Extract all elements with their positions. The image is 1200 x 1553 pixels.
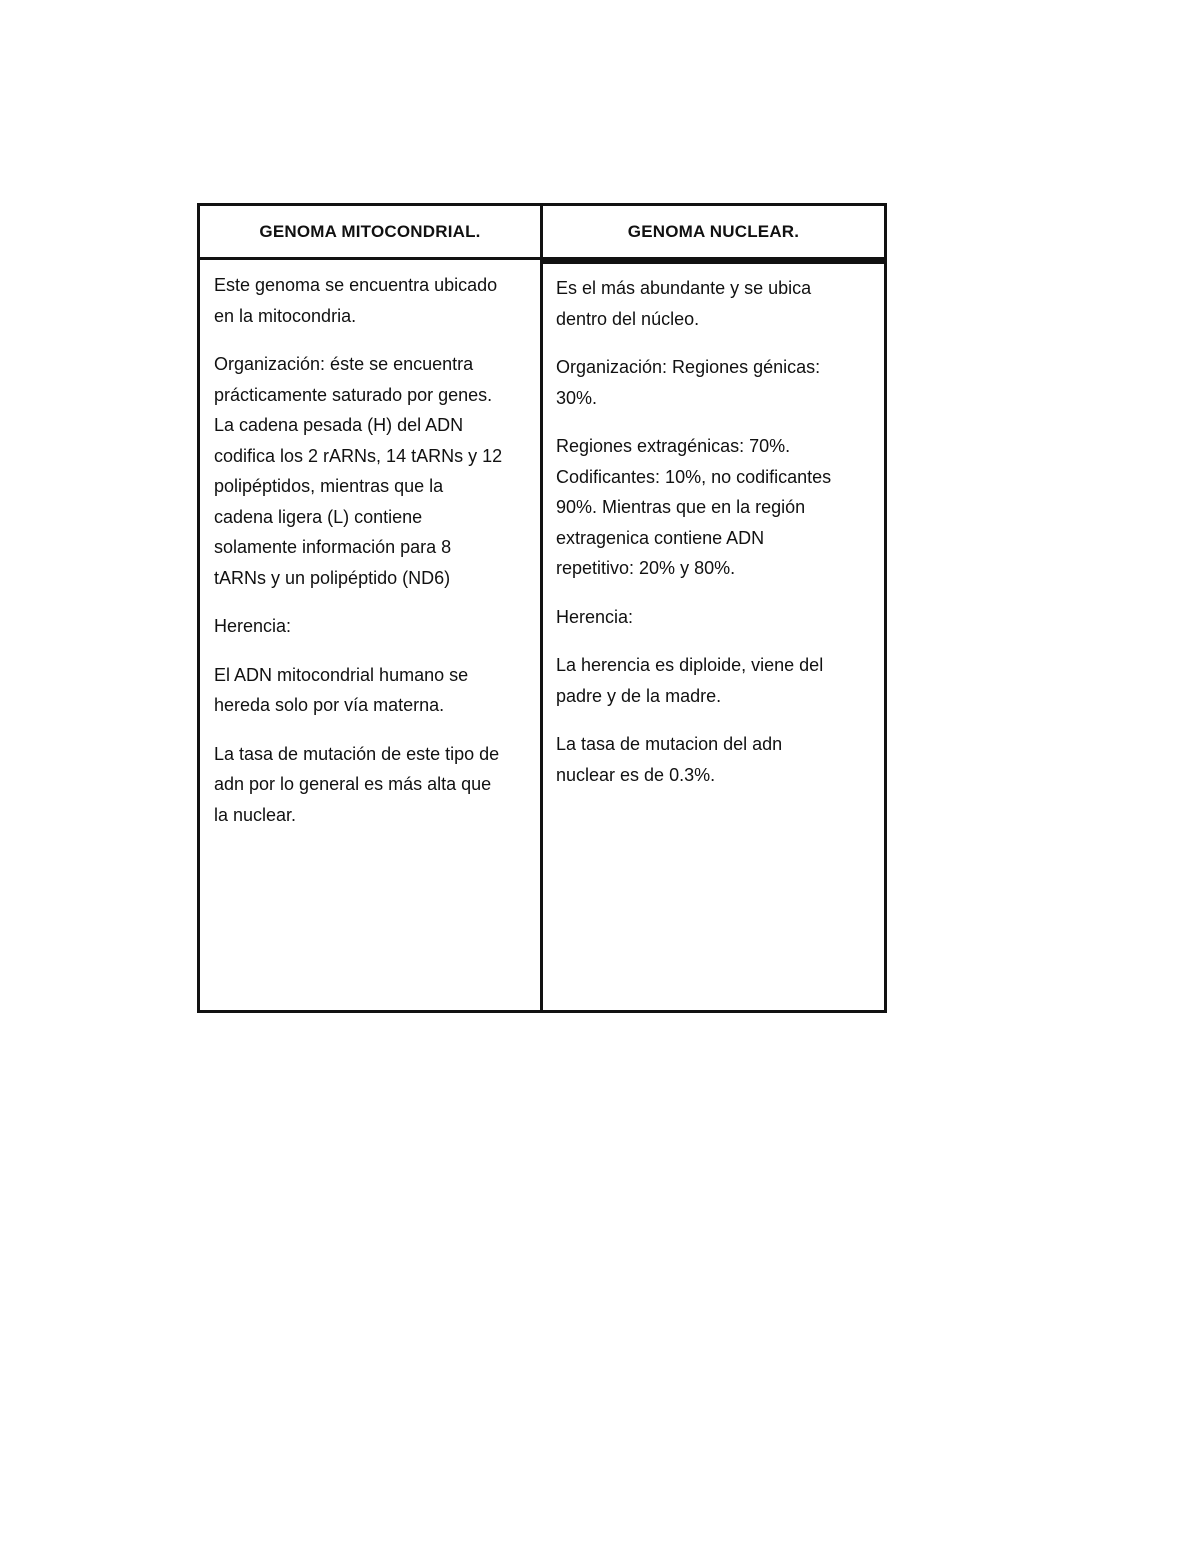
mito-location-paragraph: Este genoma se encuentra ubicado en la mitocondria.	[214, 275, 498, 326]
nuclear-location-paragraph: Es el más abundante y se ubica dentro del núcleo.	[556, 278, 812, 329]
mito-mutation-paragraph: La tasa de mutación de este tipo de adn por lo general es más alta que la nuclear.	[214, 743, 500, 825]
nuclear-organization-paragraph: Organización: Regiones génicas: 30%.	[556, 357, 821, 408]
mitochondrial-text	[214, 270, 528, 848]
header-cell-nuclear	[540, 203, 887, 260]
comparison-table	[197, 203, 887, 1013]
cell-mitochondrial-content	[197, 257, 543, 1013]
header-cell-mitochondrial	[197, 203, 543, 260]
nuclear-regions-paragraph: Regiones extragénicas: 70%. Codificantes: 10%, no codificantes 90%. Mientras que en la región extragenica contiene ADN repetitivo: 20% y 80%.	[556, 436, 832, 578]
mito-inheritance-paragraph: El ADN mitocondrial humano se hereda solo por vía materna.	[214, 664, 469, 715]
header-nuclear: GENOMA NUCLEAR.	[627, 221, 800, 241]
nuclear-text	[556, 273, 872, 808]
header-mitochondrial: GENOMA MITOCONDRIAL.	[259, 221, 481, 241]
nuclear-inheritance-label: Herencia:	[556, 606, 634, 627]
nuclear-mutation-paragraph: La tasa de mutacion del adn nuclear es de 0.3%.	[556, 734, 783, 785]
mito-inheritance-label: Herencia:	[214, 616, 292, 636]
cell-nuclear-content	[540, 260, 887, 1013]
mito-organization-paragraph: Organización: éste se encuentra prácticamente saturado por genes. La cadena pesada (H) del ADN codifica los 2 rARNs, 14 tARNs y 12 polipéptidos, mientras que la cadena ligera (L) contiene solamente información para 8 tARNs y un polipéptido (ND6)	[214, 354, 503, 588]
nuclear-inheritance-paragraph: La herencia es diploide, viene del padre y de la madre.	[556, 655, 824, 706]
